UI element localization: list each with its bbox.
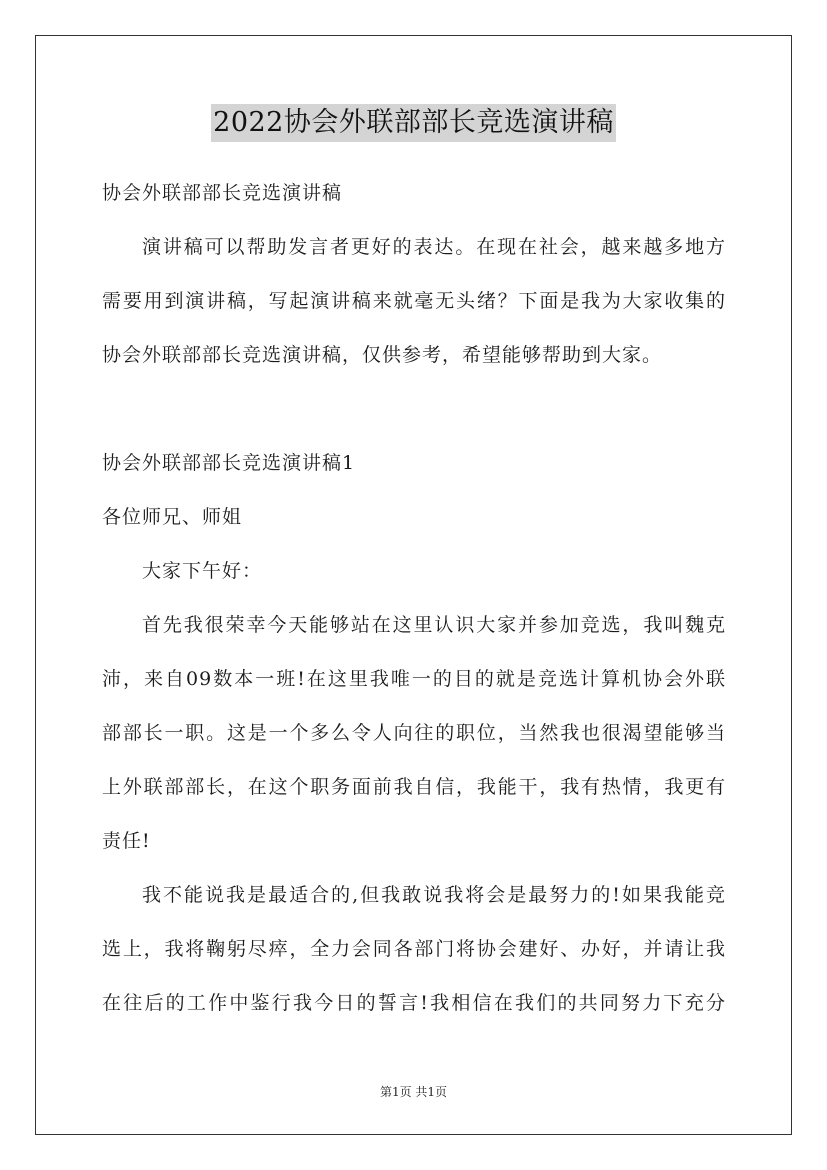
title-wrap [0, 104, 827, 142]
page-number: 第1页 共1页 [379, 1085, 448, 1099]
para1-line: 上外联部部长，在这个职务面前我自信，我能干，我有热情，我更有 [102, 776, 726, 798]
intro-line: 需要用到演讲稿，写起演讲稿来就毫无头绪？下面是我为大家收集的 [102, 290, 726, 312]
intro-line: 协会外联部部长竞选演讲稿，仅供参考，希望能够帮助到大家。 [102, 344, 663, 366]
intro-line: 演讲稿可以帮助发言者更好的表达。在现在社会，越来越多地方 [142, 236, 726, 258]
subtitle: 协会外联部部长竞选演讲稿 [102, 182, 343, 204]
paragraph-gap [102, 382, 726, 436]
para2-line: 在往后的工作中鉴行我今日的誓言!我相信在我们的共同努力下充分 [102, 992, 726, 1014]
greeting: 大家下午好： [142, 560, 263, 582]
para1-line: 责任! [102, 830, 151, 852]
salutation: 各位师兄、师姐 [102, 506, 243, 528]
para2-line: 选上，我将鞠躬尽瘁，全力会同各部门将协会建好、办好，并请让我 [102, 938, 726, 960]
document-body [102, 166, 726, 1030]
para1-line: 首先我很荣幸今天能够站在这里认识大家并参加竞选，我叫魏克 [142, 614, 726, 636]
document-title: 2022协会外联部部长竞选演讲稿 [211, 104, 616, 142]
page-footer [0, 1082, 827, 1102]
para1-line: 部部长一职。这是一个多么令人向往的职位，当然我也很渴望能够当 [102, 722, 726, 744]
para1-line: 沛，来自09数本一班!在这里我唯一的目的就是竞选计算机协会外联 [102, 668, 726, 690]
section-heading: 协会外联部部长竞选演讲稿1 [102, 452, 356, 474]
para2-line: 我不能说我是最适合的,但我敢说我将会是最努力的!如果我能竞 [142, 884, 726, 906]
